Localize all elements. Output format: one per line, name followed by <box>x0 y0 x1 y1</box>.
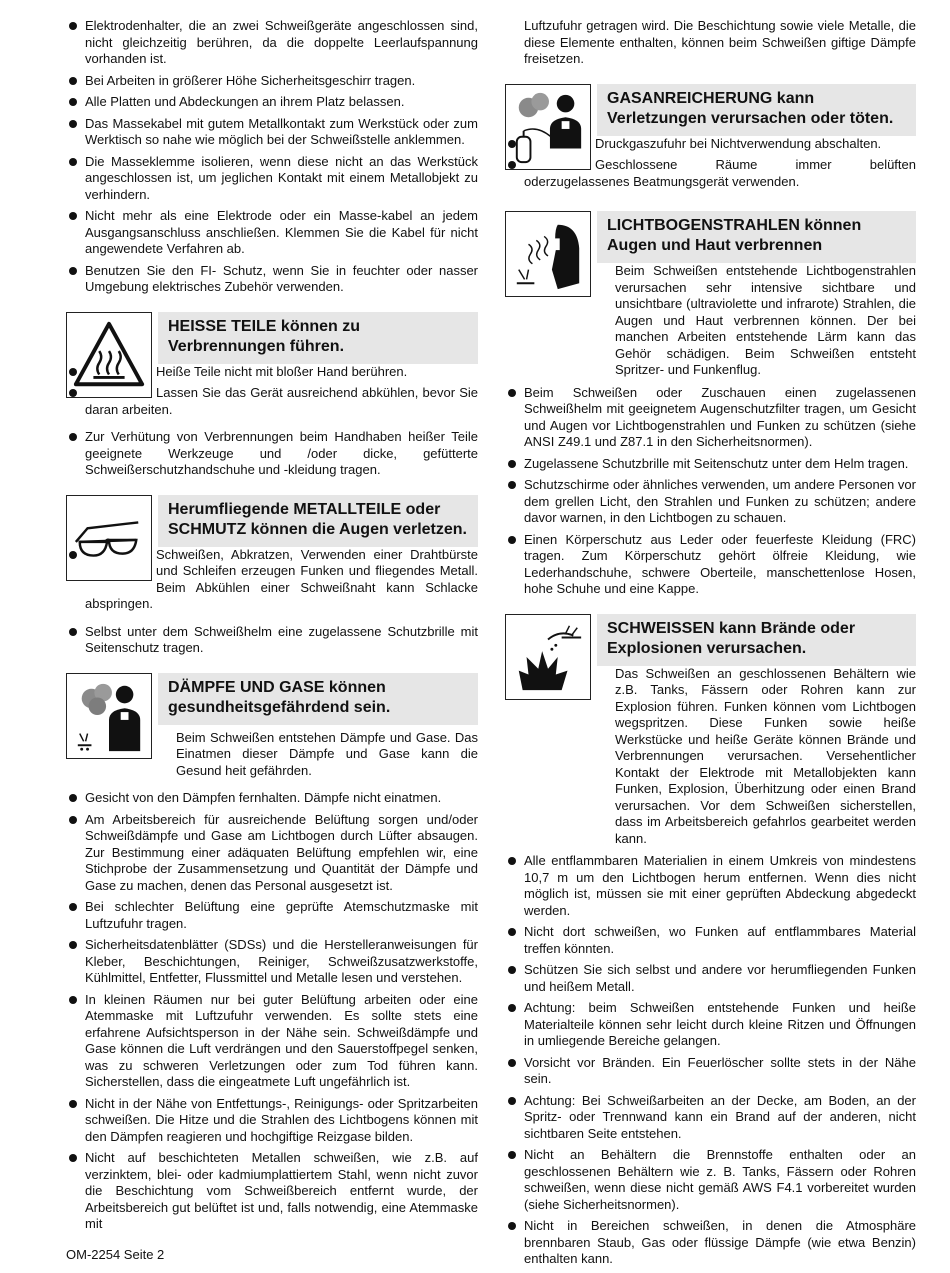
fumes-icon <box>66 673 152 759</box>
section-title: Herumfliegende METALLTEILE oder SCHMUTZ können die Augen verletzen. <box>158 495 478 547</box>
welding-helmet-icon <box>505 211 591 297</box>
list-item: Beim Schweißen oder Zuschauen einen zugelassenen Schweißhelm mit geeignetem Augenschutzfilter tragen, um Gesicht und Augen vor Lichtbogenstrahlen und Funken zu schützen (siehe ANSI Z49.1 und Z87.1 in den Sicherheitsnormen). <box>505 385 916 451</box>
section-intro: Beim Schweißen entstehen Dämpfe und Gase. Das Einatmen dieser Dämpfe und Gase kann die Gesund heit gefährden. <box>176 729 478 778</box>
list-item: Nicht auf beschichteten Metallen schweißen, wie z.B. auf verzinktem, blei- oder kadmiumplattiertem Stahl, wenn nicht zuvor die Beschichtung vom Schweißbereich entfernt wurde, der Arbeitsbereich gut belüftet ist und, falls notwendig, eine Atemmaske mit <box>66 1150 478 1233</box>
list-item: Achtung: Bei Schweißarbeiten an der Decke, am Boden, an der Spritz- oder Trennwand kann ein Brand auf der anderen, nicht sichtbaren Seite entstehen. <box>505 1093 916 1143</box>
list-item: Schützen Sie sich selbst und andere vor herumfliegenden Funken und heißem Metall. <box>505 962 916 995</box>
flying-metal-list <box>66 547 478 613</box>
hot-parts-list <box>66 364 478 419</box>
section-title: SCHWEISSEN kann Brände oder Explosionen verursachen. <box>597 614 916 666</box>
flying-metal-section <box>66 495 478 618</box>
list-item: Nicht dort schweißen, wo Funken auf entflammbares Material treffen könnten. <box>505 924 916 957</box>
list-item: Schutzschirme oder ähnliches verwenden, um andere Personen vor dem grellen Licht, den Strahlen und Funken zu schützen; andere davor warnen, in den Lichtbogen zu schauen. <box>505 477 916 527</box>
section-intro: Beim Schweißen entstehende Lichtbogenstrahlen verursachen sehr intensive sichtbare und unsichtbare (ultraviolette und infrarote) Strahlen, die Augen und Haut verbrennen können. Der bei manchen Arbeiten entstehende Lärm kann das Gehör schädigen. Beim Schweißen entsteht Spritzer- und Funkenflug. <box>615 263 916 377</box>
list-item: Druckgaszufuhr bei Nichtverwendung abschalten. <box>505 136 916 153</box>
fire-list <box>505 853 916 1268</box>
section-title: HEISSE TEILE können zu Verbrennungen führen. <box>158 312 478 364</box>
list-item: Geschlossene Räume immer belüften oderzugelassenes Beatmungsgerät verwenden. <box>505 157 916 190</box>
list-item: Nicht mehr als eine Elektrode oder ein Masse-kabel an jedem Ausgangsanschluss anschließen. Klemmen Sie die Kabel für nicht angewendete Verfahren ab. <box>66 208 478 258</box>
section-title: DÄMPFE UND GASE können gesundheitsgefährdend sein. <box>158 673 478 725</box>
list-item: Einen Körperschutz aus Leder oder feuerfeste Kleidung (FRC) tragen. Zum Körperschutz gehört ölfreie Kleidung, wie Lederhandschuhe, schwere Oberteile, manschettenlose Hosen, hohe Schuhe und eine Kappe. <box>505 532 916 598</box>
electrical-safety-list <box>66 18 478 296</box>
arc-rays-section <box>505 211 916 379</box>
page-footer: OM-2254 Seite 2 <box>66 1247 165 1262</box>
list-item: Zur Verhütung von Verbrennungen beim Handhaben heißer Teile geeignete Werkzeuge und /oder dicke, gefütterte Schweißerschutzhandschuhe und -kleidung tragen. <box>66 429 478 479</box>
fumes-list <box>66 790 478 1233</box>
gas-buildup-section <box>505 84 916 196</box>
list-item: Bei Arbeiten in größerer Höhe Sicherheitsgeschirr tragen. <box>66 73 478 90</box>
hot-parts-list-extra <box>66 429 478 479</box>
list-item: Benutzen Sie den FI- Schutz, wenn Sie in feuchter oder nasser Umgebung elektrisches Zubehör verwenden. <box>66 263 478 296</box>
list-item: Sicherheitsdatenblätter (SDSs) und die Herstelleranweisungen für Kleber, Beschichtungen, Reiniger, Schweißzusatzwerkstoffe, Kühlmittel, Entfetter, Flussmittel und Metalle lesen und verstehen. <box>66 937 478 987</box>
list-item: Lassen Sie das Gerät ausreichend abkühlen, bevor Sie daran arbeiten. <box>66 385 478 418</box>
list-item: Die Masseklemme isolieren, wenn diese nicht an das Werkstück angeschlossen ist, um jeglichen Kontakt mit einem Metallobjekt zu verhindern. <box>66 154 478 204</box>
list-item: Schweißen, Abkratzen, Verwenden einer Drahtbürste und Schleifen erzeugen Funken und fliegendes Metall. Beim Abkühlen einer Schweißnaht kann Schlacke abspringen. <box>66 547 478 613</box>
list-item: Alle Platten und Abdeckungen an ihrem Platz belassen. <box>66 94 478 111</box>
list-item: Bei schlechter Belüftung eine geprüfte Atemschutzmaske mit Luftzufuhr tragen. <box>66 899 478 932</box>
list-item: Zugelassene Schutzbrille mit Seitenschutz unter dem Helm tragen. <box>505 456 916 473</box>
list-item: Vorsicht vor Bränden. Ein Feuerlöscher sollte stets in der Nähe sein. <box>505 1055 916 1088</box>
list-item: Am Arbeitsbereich für ausreichende Belüftung sorgen und/oder Schweißdämpfe und Gase am Lichtbogen durch Lüfter absaugen. Zur Bestimmung einer adäquaten Belüftung empfehlen wir, eine Stichprobe der Zusammensetzung und Quantität der Dämpfe und Gase zu machen, denen das Personal ausgesetzt ist. <box>66 812 478 895</box>
list-item: Alle entflammbaren Materialien in einem Umkreis von mindestens 10,7 m um den Lichtbogen herum entfernen. Wenn dies nicht möglich ist, müssen sie mit einer geprüften Abdeckung abgedeckt werden. <box>505 853 916 919</box>
right-column <box>505 18 916 1273</box>
flying-metal-list-extra <box>66 624 478 657</box>
hot-parts-section <box>66 312 478 424</box>
section-intro: Das Schweißen an geschlossenen Behältern wie z.B. Tanks, Fässern oder Rohren kann zur Explosion führen. Funken können vom Lichtbogen wegspritzen. Diese Funken sowie heiße Werkstücke und heiße Geräte können Brände und Verbrennungen verursachen. Versehentlicher Kontakt der Elektrode mit Metallobjekten kann Funken, Explosion, Überhitzung oder einen Brand verursachen. Vor dem Schweißen sicherstellen, dass im Arbeitsbereich gefahrlos gearbeitet werden kann. <box>615 665 916 846</box>
arc-rays-list <box>505 385 916 598</box>
explosion-icon <box>505 614 591 700</box>
list-item: Elektrodenhalter, die an zwei Schweißgeräte angeschlossen sind, nicht gleichzeitig berühren, da die doppelte Leerlaufspannung vorhanden ist. <box>66 18 478 68</box>
list-item: Gesicht von den Dämpfen fernhalten. Dämpfe nicht einatmen. <box>66 790 478 807</box>
list-item: Achtung: beim Schweißen entstehende Funken und heiße Materialteile können sehr leicht durch kleine Ritzen und Öffnungen in umliegende Bereiche gelangen. <box>505 1000 916 1050</box>
list-item: In kleinen Räumen nur bei guter Belüftung arbeiten oder eine Atemmaske mit Luftzufuhr verwenden. Es sollte stets eine erfahrene Aufsichtsperson in der Nähe sein. Schweißdämpfe und Gase können die Luft verdrängen und den Sauerstoffpegel senken, was zu schweren Verletzungen oder zum Tod führen kann. Sicherstellen, dass die eingeatmete Luft ungefährlich ist. <box>66 992 478 1091</box>
continued-text: Luftzufuhr getragen wird. Die Beschichtung sowie viele Metalle, die diese Elemente enthalten, können beim Schweißen giftige Dämpfe freisetzen. <box>524 18 916 66</box>
list-item: Nicht an Behältern die Brennstoffe enthalten oder an geschlossenen Behältern wie z. B. Tanks, Fässern oder Rohren schweißen, wenn diese nicht gemäß AWS F4.1 vorbereitet wurden (siehe Sicherheitsnormen). <box>505 1147 916 1213</box>
gas-buildup-list <box>505 136 916 191</box>
left-column <box>66 18 478 1238</box>
section-title: LICHTBOGENSTRAHLEN können Augen und Haut verbrennen <box>597 211 916 263</box>
fumes-section <box>66 673 478 785</box>
list-item: Heiße Teile nicht mit bloßer Hand berühren. <box>66 364 478 381</box>
list-item: Nicht in Bereichen schweißen, in denen die Atmosphäre brennbaren Staub, Gas oder flüssige Dämpfe (wie etwa Benzin) enthalten kann. <box>505 1218 916 1268</box>
fire-section <box>505 614 916 848</box>
list-item: Nicht in der Nähe von Entfettungs-, Reinigungs- oder Spritzarbeiten schweißen. Die Hitze und die Strahlen des Lichtbogens können mit den Dämpfen reagieren und hochgiftige Reizgase bilden. <box>66 1096 478 1146</box>
list-item: Das Massekabel mit gutem Metallkontakt zum Werkstück oder zum Werktisch so nahe wie möglich bei der Schweißstelle anklemmen. <box>66 116 478 149</box>
list-item: Selbst unter dem Schweißhelm eine zugelassene Schutzbrille mit Seitenschutz tragen. <box>66 624 478 657</box>
section-title: GASANREICHERUNG kann Verletzungen verursachen oder töten. <box>597 84 916 136</box>
